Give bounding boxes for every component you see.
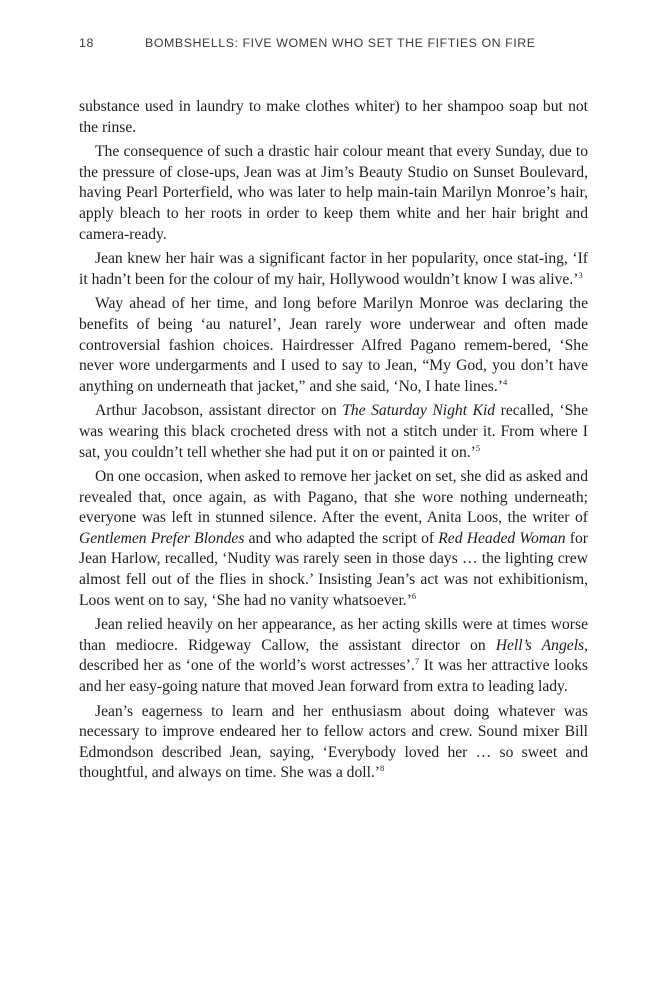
paragraph-text: It was her attractive looks and her easy-going nature that moved Jean forward from extra to leading lady.: [79, 657, 588, 696]
footnote-ref: 5: [475, 442, 481, 453]
paragraph-6: [79, 467, 588, 611]
footnote-ref: 6: [411, 590, 417, 601]
paragraph-text: , described her as ‘one of the world’s worst actresses’.: [79, 636, 589, 675]
film-title: Hell’s Angels: [495, 636, 585, 654]
paragraph-text: Jean relied heavily on her appearance, as her acting skills were at times worse than mediocre. Ridgeway Callow, the assistant director on: [79, 616, 588, 654]
paragraph-3: [79, 249, 588, 290]
paragraph-text: On one occasion, when asked to remove her jacket on set, she did as asked and revealed that, once again, as with Pagano, that she wore nothing underneath; everyone was left in stunned silence. After the event, Anita Loos, the writer of: [79, 468, 588, 527]
paragraph-text: substance used in laundry to make clothes whiter) to her shampoo soap but not the rinse.: [79, 98, 588, 136]
footnote-ref: 7: [414, 656, 420, 667]
paragraph-5: [79, 401, 588, 463]
page-number: 18: [79, 36, 94, 50]
paragraph-text: for Jean Harlow, recalled, ‘Nudity was rarely seen in those days … the lighting crew almost fell out of the flies in shock.’ Insisting Jean’s act was not exhibitionism, Loos went on to say, ‘She had no vanity whatsoever.’: [79, 529, 588, 609]
film-title: Gentlemen Prefer Blondes: [79, 529, 245, 547]
paragraph-text: Jean knew her hair was a significant factor in her popularity, once stat-ing, ‘If it hadn’t been for the colour of my hair, Hollywood wouldn’t know I was alive.’: [79, 250, 588, 288]
footnote-ref: 8: [380, 763, 385, 774]
paragraph-2: [79, 142, 588, 245]
paragraph-text: Jean’s eagerness to learn and her enthusiasm about doing whatever was necessary to improve endeared her to fellow actors and crew. Sound mixer Bill Edmondson described Jean, saying, ‘Everybody loved her … so sweet and thoughtful, and always on time. She was a doll.’: [79, 702, 588, 782]
body-text: [79, 97, 588, 788]
paragraph-8: [79, 702, 588, 784]
footnote-ref: 3: [578, 269, 583, 280]
paragraph-text: recalled, ‘She was wearing this black crocheted dress with not a stitch under it. From where I sat, you couldn’t tell whether she had put it on or painted it on.’: [79, 402, 588, 461]
paragraph-4: [79, 294, 588, 397]
film-title: Red Headed Woman: [438, 529, 566, 547]
paragraph-text: and who adapted the script of: [244, 529, 439, 547]
paragraph-text: Arthur Jacobson, assistant director on: [95, 402, 343, 420]
book-title: BOMBSHELLS: FIVE WOMEN WHO SET THE FIFTIES ON FIRE: [145, 36, 536, 50]
footnote-ref: 4: [502, 376, 508, 387]
paragraph-1: [79, 97, 588, 138]
running-head: [79, 36, 588, 54]
paragraph-7: [79, 615, 588, 697]
film-title: The Saturday Night Kid: [342, 402, 496, 420]
paragraph-text: Way ahead of her time, and long before Marilyn Monroe was declaring the benefits of being ‘au naturel’, Jean rarely wore underwear and often made controversial fashion choices. Hairdresser Alfred Pagano remem-bered, ‘She never wore undergarments and I used to say to Jean, “My God, you don’t have anything on underneath that jacket,” and she said, ‘No, I hate lines.’: [79, 295, 588, 395]
paragraph-text: The consequence of such a drastic hair colour meant that every Sunday, due to the pressure of close-ups, Jean was at Jim’s Beauty Studio on Sunset Boulevard, having Pearl Porterfield, who was later to help main-tain Marilyn Monroe’s hair, apply bleach to her roots in order to keep them white and her hair bright and camera-ready.: [79, 143, 588, 243]
